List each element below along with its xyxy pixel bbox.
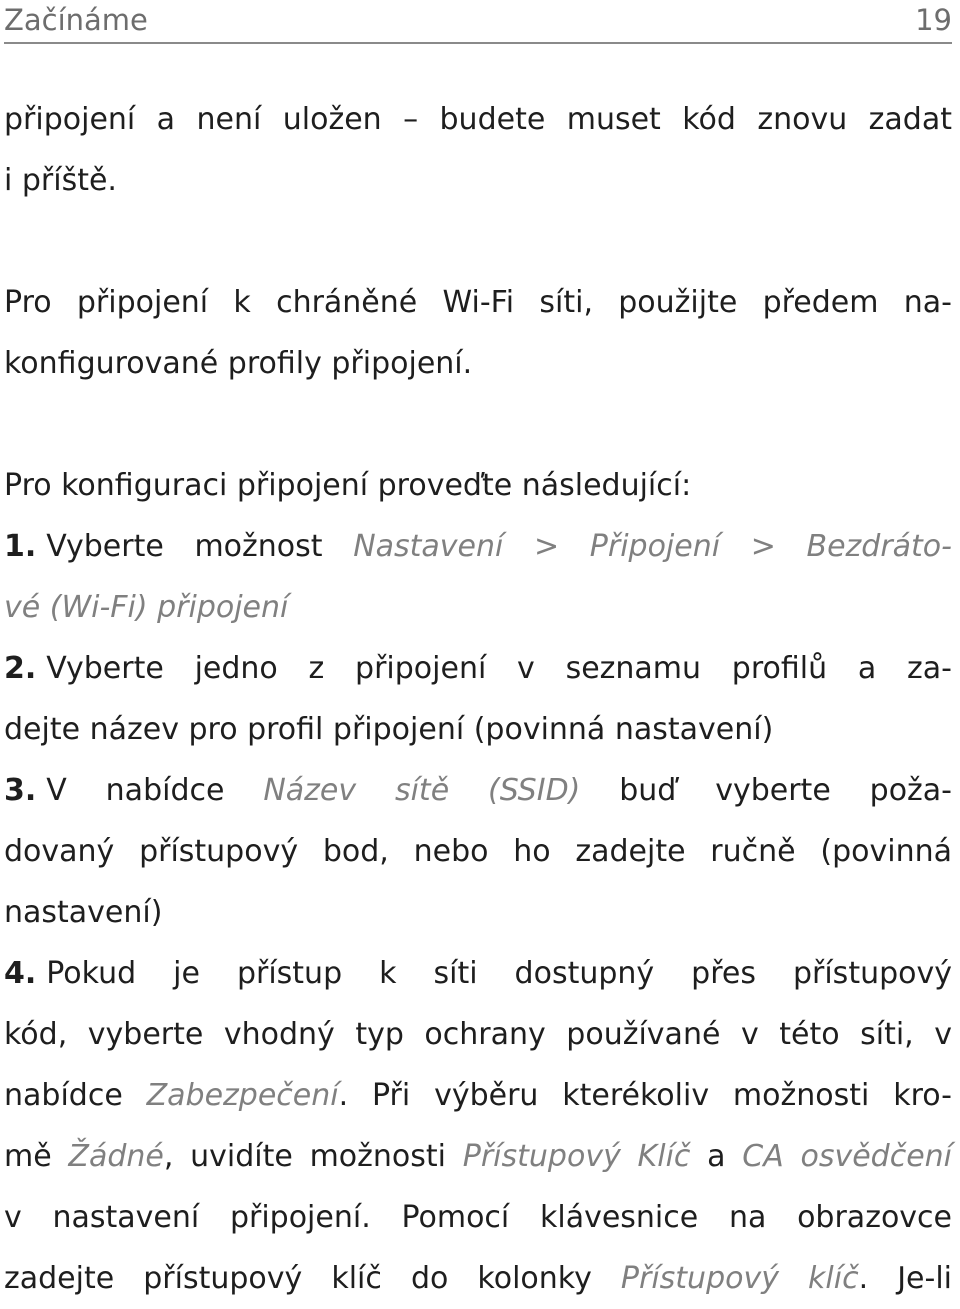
menu-path: Nastavení > Připojení > Bezdráto- xyxy=(353,529,952,564)
menu-name: Přístupový Klíč xyxy=(462,1139,691,1174)
list-number: 3. xyxy=(4,773,37,808)
step-text: buď vyberte poža- xyxy=(580,773,952,808)
text-line: nastavení) xyxy=(4,895,163,930)
text-line xyxy=(4,1065,952,1126)
text-line: kód, vyberte vhodný typ ochrany používané v této síti, v xyxy=(4,1017,952,1052)
text-line: Pro konfiguraci připojení proveďte následující: xyxy=(4,468,692,503)
text-line: dejte název pro profil připojení (povinná nastavení) xyxy=(4,712,774,747)
text-line xyxy=(4,1248,952,1309)
step-text: Vyberte jedno z připojení v seznamu profilů a za- xyxy=(46,651,952,686)
menu-name: Přístupový klíč xyxy=(620,1261,859,1296)
list-number: 2. xyxy=(4,651,37,686)
list-item-3 xyxy=(4,760,952,821)
step-text: mě xyxy=(4,1139,69,1174)
text-line: připojení a není uložen – budete muset kód znovu zadat xyxy=(4,102,952,137)
blank-line xyxy=(4,394,952,455)
text-line: Pro připojení k chráněné Wi-Fi síti, použijte předem na- xyxy=(4,285,952,320)
page-number: 19 xyxy=(915,3,952,37)
list-item-4 xyxy=(4,943,952,1004)
menu-name: Název sítě (SSID) xyxy=(263,773,581,808)
list-number: 4. xyxy=(4,956,37,991)
text-line xyxy=(4,1126,952,1187)
menu-name: CA osvědčení xyxy=(742,1139,953,1174)
list-item-1 xyxy=(4,516,952,577)
body-text xyxy=(4,89,952,1309)
text-line: konfigurované profily připojení. xyxy=(4,346,473,381)
list-item-2 xyxy=(4,638,952,699)
section-title: Začínáme xyxy=(4,3,148,37)
step-text: Pokud je přístup k síti dostupný přes přístupový xyxy=(46,956,952,991)
step-text: . Při výběru kterékoliv možnosti kro- xyxy=(338,1078,952,1113)
menu-name: Žádné xyxy=(68,1139,164,1174)
menu-path: vé (Wi-Fi) připojení xyxy=(4,590,289,625)
step-text: . Je-li xyxy=(858,1261,952,1296)
blank-line xyxy=(4,211,952,272)
text-line: i příště. xyxy=(4,163,117,198)
text-line: v nastavení připojení. Pomocí klávesnice na obrazovce xyxy=(4,1200,952,1235)
step-text: , uvidíte možnosti xyxy=(163,1139,463,1174)
step-text: Vyberte možnost xyxy=(46,529,354,564)
step-text: nabídce xyxy=(4,1078,147,1113)
step-text: a xyxy=(690,1139,743,1174)
page-header xyxy=(4,0,952,44)
text-line: dovaný přístupový bod, nebo ho zadejte ručně (povinná xyxy=(4,834,952,869)
list-number: 1. xyxy=(4,529,37,564)
menu-name: Zabezpečení xyxy=(146,1078,339,1113)
text-line xyxy=(4,577,952,638)
step-text: zadejte přístupový klíč do kolonky xyxy=(4,1261,621,1296)
step-text: V nabídce xyxy=(46,773,264,808)
